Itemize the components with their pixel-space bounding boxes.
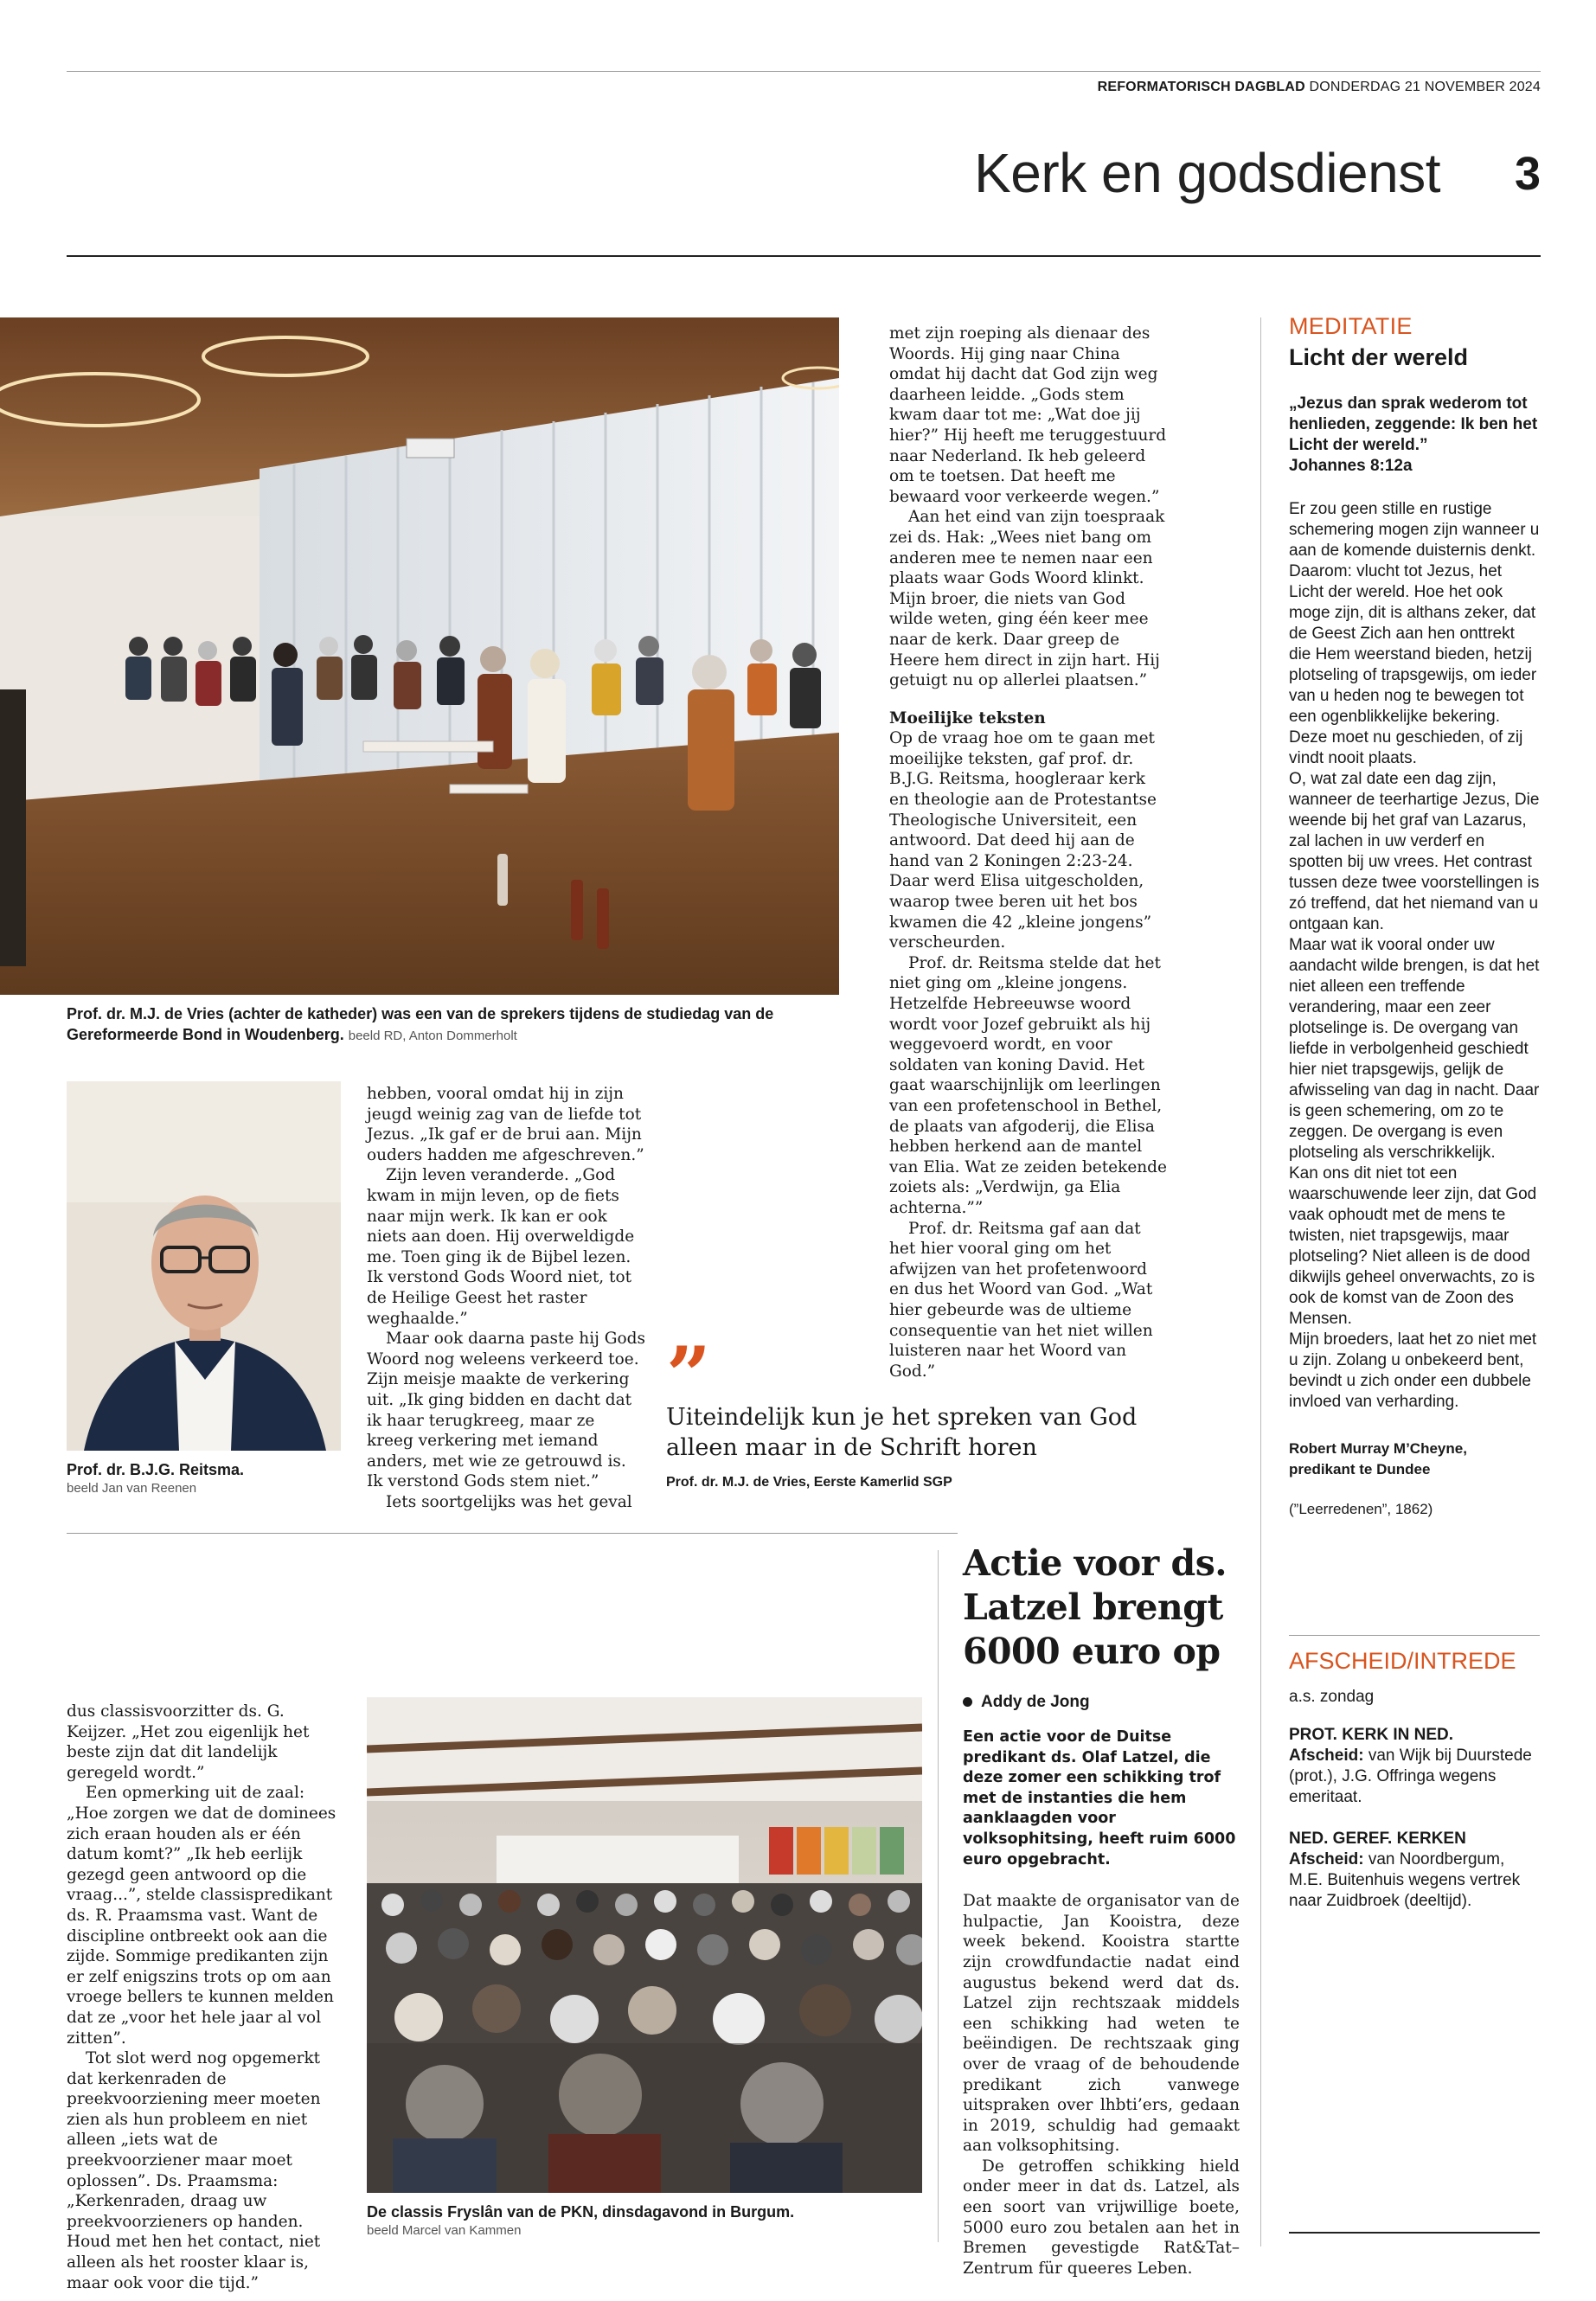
bullet-icon <box>963 1697 972 1707</box>
paragraph: Dat maakte de organisator van de hulpactie, Jan Kooistra, deze week bekend. Kooistra startte zijn crowdfundactie nadat eind augustus bekend werd dat ds. Latzel zijn rechtszaak middels een schikking had weten te beëindigen. De rechtszaak ging over de vraag of de behoudende predikant zich vanwege uitspraken over lhbti’ers, gedaan in 2019, schuldig had gemaakt aan volksophitsing. <box>963 1892 1240 2156</box>
reitsma-portrait <box>67 1081 341 1451</box>
paragraph: Kan ons dit niet tot een waarschuwende leer zijn, dat God vaak ophoudt met de mens te twisten, niet trapsgewijs, maar plotseling? Niet alleen is de dood dikwijls geheel onverwachts, zo is ook de komst van de Zoon des Mensen. <box>1289 1164 1537 1328</box>
pull-quote <box>666 1330 1151 1490</box>
studiedag-photo <box>0 317 839 995</box>
masthead <box>1098 80 1541 95</box>
quote-author: Prof. dr. M.J. de Vries, Eerste Kamerlid SGP <box>666 1475 952 1490</box>
paragraph: Iets soortgelijks was het geval <box>386 1492 632 1511</box>
afscheid-text: van Noordbergum, M.E. Buitenhuis wegens vertrek naar Zuidbroek (deeltijd). <box>1289 1850 1521 1910</box>
meditatie-label: MEDITATIE <box>1289 313 1413 339</box>
subheading: Moeilijke teksten <box>889 708 1046 727</box>
meditatie-author <box>1289 1439 1540 1480</box>
header-rule <box>67 255 1541 257</box>
masthead-paper: REFORMATORISCH DAGBLAD <box>1097 80 1305 94</box>
meditatie-title: Licht der wereld <box>1289 344 1469 370</box>
afscheid-kind: Afscheid: <box>1289 1850 1364 1868</box>
actie-divider <box>938 1550 939 2242</box>
afscheid-when: a.s. zondag <box>1289 1688 1375 1706</box>
reitsma-portrait-image <box>67 1081 341 1451</box>
paragraph: Maar wat ik vooral onder uw aandacht wilde brengen, is dat het niet alleen een treffende verandering, maar een zeer plotselinge is. De overgang van liefde in verbolgenheid geschiedt hier niet trapsgewijs, gelijk de afwisseling van dag in nacht. Daar is geen schemering, om zo te zeggen. De overgang is even plotseling als verschrikkelijk. <box>1289 936 1540 1162</box>
reitsma-caption: Prof. dr. B.J.G. Reitsma. <box>67 1461 245 1478</box>
studiedag-photo-image <box>0 317 839 995</box>
meditatie-verse-text: „Jezus dan sprak wederom tot henlieden, zeggende: Ik ben het Licht der wereld.” <box>1289 394 1538 454</box>
paragraph: hebben, vooral omdat hij in zijn jeugd weinig zag van de liefde tot Jezus. „Ik gaf er de brui aan. Mijn ouders hadden me afgeschreven.” <box>367 1085 644 1164</box>
actie-body <box>963 1891 1240 2279</box>
actie-byline <box>963 1693 1240 1712</box>
afscheid-box <box>1289 1650 1540 1912</box>
actie-headline: Actie voor ds. Latzel brengt 6000 euro op <box>963 1542 1227 1672</box>
paragraph: O, wat zal date een dag zijn, wanneer de teerhartige Jezus, Die weende bij het graf van Lazarus, zal lachen in uw verderf en spotten bij uw vrees. Het contrast tussen deze twee voorstellingen is zó treffend, dat het niemand van u ontgaan kan. <box>1289 770 1540 933</box>
classis-photo-image <box>367 1697 922 2193</box>
paragraph: Tot slot werd nog opgemerkt dat kerkenraden de preekvoorziening meer moeten zien als hun probleem en niet alleen „iets wat de preekvoorziener maar moet oplossen”. Ds. Praamsma: „Kerkenraden, draag uw preekvoorzieners op handen. Houd met hen het contact, niet alleen als het rooster klaar is, maar ook voor die tijd.” <box>67 2049 321 2292</box>
studiedag-caption-text: Prof. dr. M.J. de Vries (achter de katheder) was een van de sprekers tijdens de studiedag van de Gereformeerde Bond in Woudenberg. <box>67 1005 774 1043</box>
paragraph: dus classisvoorzitter ds. G. Keijzer. „Het zou eigenlijk het beste zijn dat dit landelijk geregeld wordt.” <box>67 1702 310 1782</box>
classis-credit: beeld Marcel van Kammen <box>367 2223 522 2238</box>
reitsma-credit: beeld Jan van Reenen <box>67 1481 197 1496</box>
meditatie-source: (”Leerredenen”, 1862) <box>1289 1501 1433 1517</box>
actie-lead: Een actie voor de Duitse predikant ds. Olaf Latzel, die deze zomer een schikking trof met de instanties die hem aanklaagden voor volksophitsing, heeft ruim 6000 euro opgebracht. <box>963 1728 1236 1868</box>
paragraph: Zijn leven veranderde. „God kwam in mijn leven, op de fiets naar mijn werk. Ik kan er ook niets aan doen. Hij overweldigde me. Toen ging ik de Bijbel lezen. Ik verstond Gods Woord niet, tot de Heilige Geest het raster weghaalde.” <box>367 1166 635 1328</box>
quote-text: Uiteindelijk kun je het spreken van God alleen maar in de Schrift horen <box>666 1404 1138 1461</box>
masthead-date: DONDERDAG 21 NOVEMBER 2024 <box>1309 80 1541 94</box>
afscheid-kind: Afscheid: <box>1289 1747 1364 1765</box>
meditatie-verse <box>1289 394 1540 477</box>
meditatie-verse-ref: Johannes 8:12a <box>1289 457 1413 475</box>
paragraph: Een opmerking uit de zaal: „Hoe zorgen we dat de dominees zich eraan houden als er één datum komt?” „Ik heb eerlijk gezegd geen antwoord op die vraag...”, stelde classispredikant ds. R. Praamsma vast. Want de discipline ontbreekt ook aan die zijde. Sommige predikanten zijn er zelf enigszins trots op om aan vroege bellers te kunnen melden dat ze „voor het hele jaar al vol zitten”. <box>67 1784 337 2048</box>
section-title: Kerk en godsdienst <box>974 142 1440 204</box>
actie-byline-name: Addy de Jong <box>981 1693 1090 1711</box>
paragraph: Mijn broeders, laat het zo niet met u zijn. Zolang u onbekeerd bent, bevindt u zich onder een dubbele invloed van verharding. <box>1289 1330 1537 1411</box>
afscheid-church: PROT. KERK IN NED. <box>1289 1726 1454 1744</box>
afscheid-label: AFSCHEID/INTREDE <box>1289 1648 1516 1674</box>
classis-photo <box>367 1697 922 2193</box>
meditatie-author-role: predikant te Dundee <box>1289 1461 1431 1477</box>
afscheid-rule <box>1289 1635 1540 1636</box>
paragraph: met zijn roeping als dienaar des Woords. Hij ging naar China omdat hij dacht dat God zijn weg daarheen leidde. „Gods stem kwam daar tot me: „Wat doe jij hier?” Hij heeft me teruggestuurd naar Nederland. Ik heb geleerd om te toetsen. Dat heeft me bewaard voor verkeerde wegen.” <box>889 324 1167 506</box>
top-rule <box>67 71 1541 72</box>
quote-mark-icon: ” <box>666 1330 706 1421</box>
lower-rule <box>67 1533 958 1534</box>
afscheid-group <box>1289 1829 1540 1912</box>
afscheid-group <box>1289 1725 1540 1808</box>
studiedag-credit: beeld RD, Anton Dommerholt <box>348 1029 517 1043</box>
meditatie-body <box>1289 499 1540 1413</box>
sidebar-divider <box>1260 317 1261 2247</box>
sidebar-bottom-rule <box>1289 2232 1540 2234</box>
actie-article <box>963 1541 1240 2279</box>
paragraph: Op de vraag hoe om te gaan met moeilijke teksten, gaf prof. dr. B.J.G. Reitsma, hoogleraar kerk en theologie aan de Protestantse Theologische Universiteit, een antwoord. Dat deed hij aan de hand van 2 Koningen 2:23-24. Daar werd Elisa uitgescholden, waarop twee beren uit het bos kwamen die 42 „kleine jongens” verscheurden. <box>889 729 1157 952</box>
classis-article-column <box>67 1702 337 2293</box>
paragraph: Prof. dr. Reitsma gaf aan dat het hier vooral ging om het afwijzen van het profetenwoord en dus het Woord van God. „Wat hier gebeurde was de ultieme consequentie van het niet willen luisteren naar het Woord van God.” <box>889 1219 1153 1381</box>
paragraph: Prof. dr. Reitsma stelde dat het niet ging om „kleine jongens. Hetzelfde Hebreeuwse woord wordt voor Jozef gebruikt als hij weggevoerd wordt, en voor soldaten van koning David. Het gaat waarschijnlijk om leerlingen van een profetenschool in Bethel, de plaats van afgoderij, die Elisa hebben herkend aan de mantel van Elia. Wat ze zeiden betekende zoiets als: „Verdwijn, ga Elia achterna.”” <box>889 953 1167 1217</box>
paragraph: Er zou geen stille en rustige schemering mogen zijn wanneer u aan de komende duisternis denkt. Daarom: vlucht tot Jezus, het Licht der wereld. Hoe het ook moge zijn, dit is althans zeker, dat de Geest Zich aan hen onttrekt die Hem weerstand bieden, hetzij plotseling of trapsgewijs, om ieder van u heden nog te bewegen tot een ogenblikkelijke bekering. Deze moet nu geschieden, of zij vindt nooit plaats. <box>1289 500 1540 767</box>
paragraph: De getroffen schikking hield onder meer in dat ds. Latzel, als een soort van vrijwillige boete, 5000 euro zou betalen aan het in Bremen gevestigde Rat&Tat–Zentrum für queeres Leben. <box>963 2157 1240 2278</box>
meditatie-box <box>1289 313 1540 1520</box>
studiedag-caption <box>67 1003 845 1047</box>
paragraph: Aan het eind van zijn toespraak zei ds. Hak: „Wees niet bang om anderen mee te nemen naar een plaats waar Gods Woord klinkt. Mijn broer, die niets van God wilde weten, ging één keer mee naar de kerk. Daar greep de Heere hem direct in zijn hart. Hij getuigt nu op allerlei plaatsen.” <box>889 508 1165 690</box>
paragraph: Maar ook daarna paste hij Gods Woord nog weleens verkeerd toe. Zijn meisje maakte de verkering uit. „Ik ging bidden en dacht dat ik haar terugkreeg, maar ze kreeg verkering met iemand anders, met wie ze getrouwd is. Ik verstond Gods stem niet.” <box>367 1330 645 1491</box>
afscheid-text: van Wijk bij Duurstede (prot.), J.G. Offringa wegens emeritaat. <box>1289 1747 1532 1806</box>
meditatie-author-name: Robert Murray M’Cheyne, <box>1289 1440 1467 1457</box>
article-column-3 <box>889 324 1168 1381</box>
article-column-2 <box>367 1084 645 1512</box>
classis-caption: De classis Fryslân van de PKN, dinsdagavond in Burgum. <box>367 2203 795 2221</box>
page-number: 3 <box>1514 148 1541 200</box>
afscheid-church: NED. GEREF. KERKEN <box>1289 1830 1466 1848</box>
